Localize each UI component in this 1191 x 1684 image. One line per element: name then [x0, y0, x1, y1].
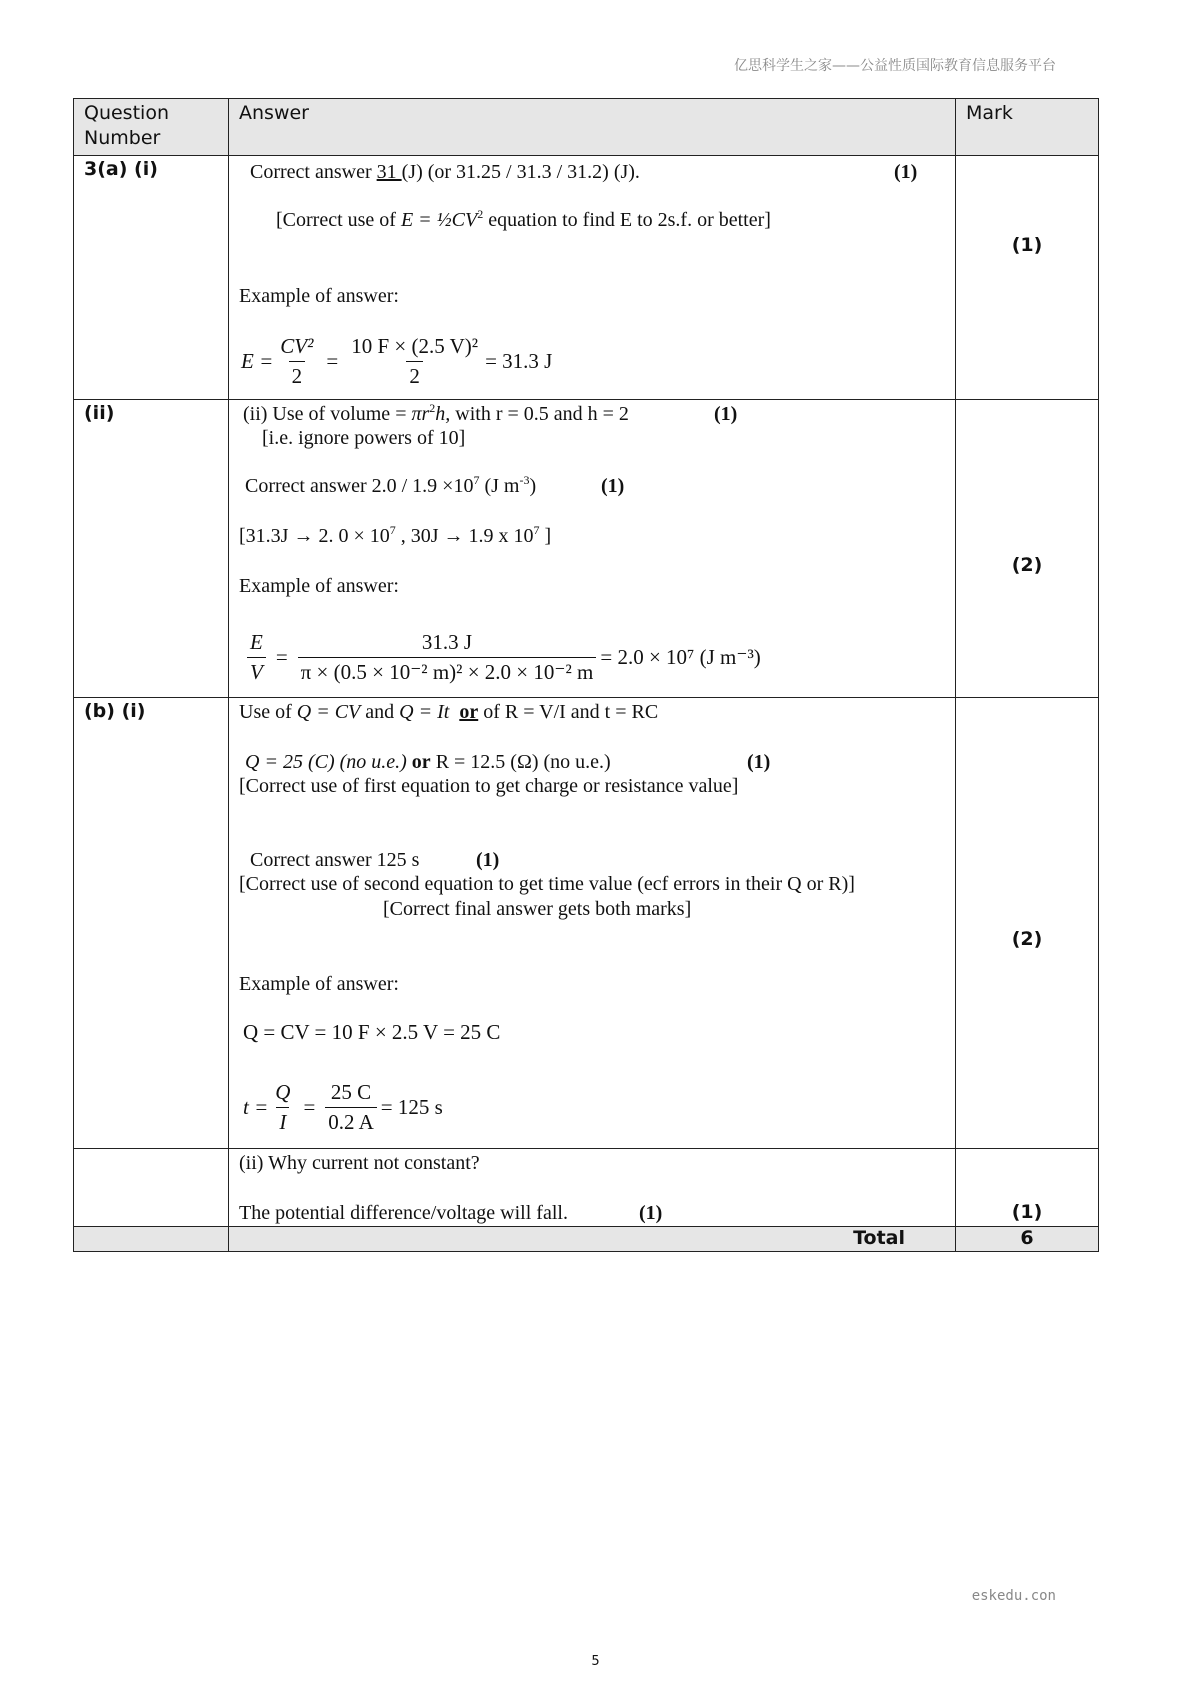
mark-value: (1): [1011, 234, 1043, 256]
ignore-powers-line: [i.e. ignore powers of 10]: [262, 427, 466, 449]
energy-equation: E = $\frac{\text{CV²}}{2}$ = $\frac{\text{10 F × (2.5 V)²}}{2}$ = 31.3 J: [241, 334, 553, 388]
first-guidance-line: [Correct use of first equation to get charge or resistance value]: [239, 775, 739, 797]
header-question-number: Question Number: [74, 99, 229, 156]
question-number: 3(a) (i): [74, 156, 229, 400]
mark-indicator: (1): [476, 849, 500, 871]
example-label: Example of answer:: [239, 973, 399, 995]
total-label: Total: [229, 1227, 956, 1252]
time-equation: t = $\frac{Q}{I}$ = $\frac{25 C}{0.2 A}$ = 125 s: [243, 1080, 443, 1134]
header-watermark: 亿思科学生之家——公益性质国际教育信息服务平台: [734, 58, 1056, 74]
table-row: [74, 400, 1099, 698]
volume-line: (ii) Use of volume = $\pi r^2h$, with r = 0.5 and h = 2: [243, 401, 629, 425]
table-header-row: [74, 99, 1099, 156]
mark-cell: [956, 698, 1099, 1149]
total-row: [74, 1227, 1099, 1252]
table-row: [74, 156, 1099, 400]
correct-answer-line: Correct answer 31 (J) (or 31.25 / 31.3 / 31.2) (J).: [250, 161, 640, 183]
second-guidance-line: [Correct use of second equation to get time value (ecf errors in their Q or R)]: [239, 873, 855, 895]
question-number: [74, 1149, 229, 1227]
mark-value: (2): [1011, 554, 1043, 576]
answer-cell: [229, 156, 956, 400]
mark-indicator: (1): [601, 475, 625, 497]
mark-indicator: (1): [639, 1202, 663, 1224]
mark-value: (1): [1011, 1201, 1043, 1223]
correct-answer-line: Correct answer $2.0 / 1.9 \times 10^7$ (J $m^{-3}$): [245, 473, 537, 497]
charge-equation: Q = CV = 10 F × 2.5 V = 25 C: [243, 1020, 501, 1044]
mark-cell: [956, 156, 1099, 400]
energy-density-equation: $\frac{E}{V}$ = $\frac{31.3 J}{\text{π × (0.5 × 10⁻² m)² × 2.0 × 10⁻² m}}$ = 2.0 × 10⁷ (J m⁻³): [243, 630, 761, 685]
question-number: (b) (i): [74, 698, 229, 1149]
header-answer: Answer: [229, 99, 956, 156]
answer-cell: [229, 698, 956, 1149]
mark-cell: [956, 1149, 1099, 1227]
header-mark: Mark: [956, 99, 1099, 156]
final-guidance-line: [Correct final answer gets both marks]: [383, 898, 692, 920]
guidance-line: [Correct use of $E = \frac{1}{2}CV^2$ equation to find E to 2s.f. or better]: [276, 207, 771, 231]
conversion-line: [31.3J → 2. $0 \times 10^7$ , 30J → 1.9 x $10^7$ ]: [239, 523, 552, 547]
mark-indicator: (1): [747, 751, 771, 773]
answer-cell: [229, 400, 956, 698]
mark-value: (2): [1011, 928, 1043, 950]
correct-answer-line: Correct answer 125 s: [250, 849, 420, 871]
mark-indicator: (1): [714, 403, 738, 425]
table-row: [74, 698, 1099, 1149]
table-row: [74, 1149, 1099, 1227]
why-line: (ii) Why current not constant?: [239, 1152, 480, 1174]
mark-scheme-table: [73, 98, 1099, 1252]
total-value: 6: [956, 1227, 1099, 1252]
mark-cell: [956, 400, 1099, 698]
q-or-r-line: Q = 25 (C) (no u.e.) or R = 12.5 (Ω) (no u.e.): [245, 751, 611, 773]
example-label: Example of answer:: [239, 285, 399, 307]
answer-cell: [229, 1149, 956, 1227]
page-number: 5: [591, 1654, 600, 1669]
mark-indicator: (1): [894, 161, 918, 183]
footer-site: eskedu.con: [971, 1588, 1056, 1604]
pd-line: The potential difference/voltage will fall.: [239, 1202, 568, 1224]
use-of-line: Use of Q = CV and Q = It or of R = V/I and t = RC: [239, 701, 659, 723]
example-label: Example of answer:: [239, 575, 399, 597]
question-number: (ii): [74, 400, 229, 698]
